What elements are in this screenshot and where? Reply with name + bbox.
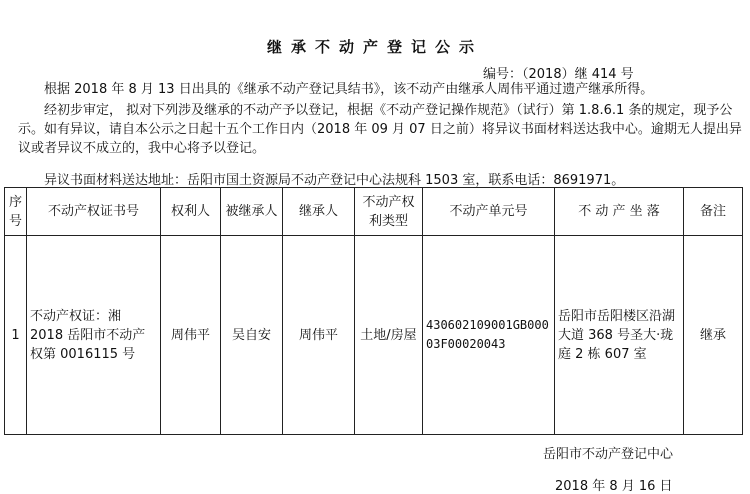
header-location: 不 动 产 坐 落 (555, 188, 684, 236)
header-heir: 继承人 (283, 188, 355, 236)
header-right-holder: 权利人 (161, 188, 221, 236)
cell-remarks: 继承 (684, 236, 743, 435)
header-decedent: 被继承人 (221, 188, 283, 236)
registration-table (4, 187, 743, 435)
document-number: 编号：（2018）继 414 号 (483, 67, 634, 82)
paragraph-address: 异议书面材料送达地址：岳阳市国土资源局不动产登记中心法规科 1503 室，联系电话：8691971。 (44, 173, 625, 188)
cell-decedent: 吴自安 (221, 236, 283, 435)
cell-heir: 周伟平 (283, 236, 355, 435)
paragraph-basis: 根据 2018 年 8 月 13 日出具的《继承不动产登记具结书》，该不动产由继承人周伟平通过遗产继承所得。 (44, 82, 654, 97)
cell-right-holder: 周伟平 (161, 236, 221, 435)
cell-right-type: 土地/房屋 (355, 236, 423, 435)
header-serial: 序号 (5, 188, 27, 236)
table-header-row (5, 188, 743, 236)
header-remarks: 备注 (684, 188, 743, 236)
cell-certificate-number: 不动产权证：湘 2018 岳阳市不动产权第 0016115 号 (27, 236, 161, 435)
issue-date: 2018 年 8 月 16 日 (555, 479, 673, 494)
paragraph-review: 经初步审定， 拟对下列涉及继承的不动产予以登记，根据《不动产登记操作规范》（试行）第 1.8.6.1 条的规定，现予公示。如有异议，请自本公示之日起十五个工作日内（2018 年 09 月 07 日之前）将异议书面材料送达我中心。逾期无人提出异议或者异议不成立的，我中心将予以登记。 (18, 103, 742, 156)
notice-title: 继承不动产登记公示 (266, 38, 483, 56)
header-right-type: 不动产权利类型 (355, 188, 423, 236)
cell-serial: 1 (5, 236, 27, 435)
header-unit-number: 不动产单元号 (423, 188, 555, 236)
issuing-organization: 岳阳市不动产登记中心 (543, 447, 674, 462)
table-row (5, 236, 743, 435)
cell-unit-number: 430602109001GB00003F00020043 (423, 236, 555, 435)
cell-location: 岳阳市岳阳楼区沿湖大道 368 号圣大·珑庭 2 栋 607 室 (555, 236, 684, 435)
header-certificate-number: 不动产权证书号 (27, 188, 161, 236)
